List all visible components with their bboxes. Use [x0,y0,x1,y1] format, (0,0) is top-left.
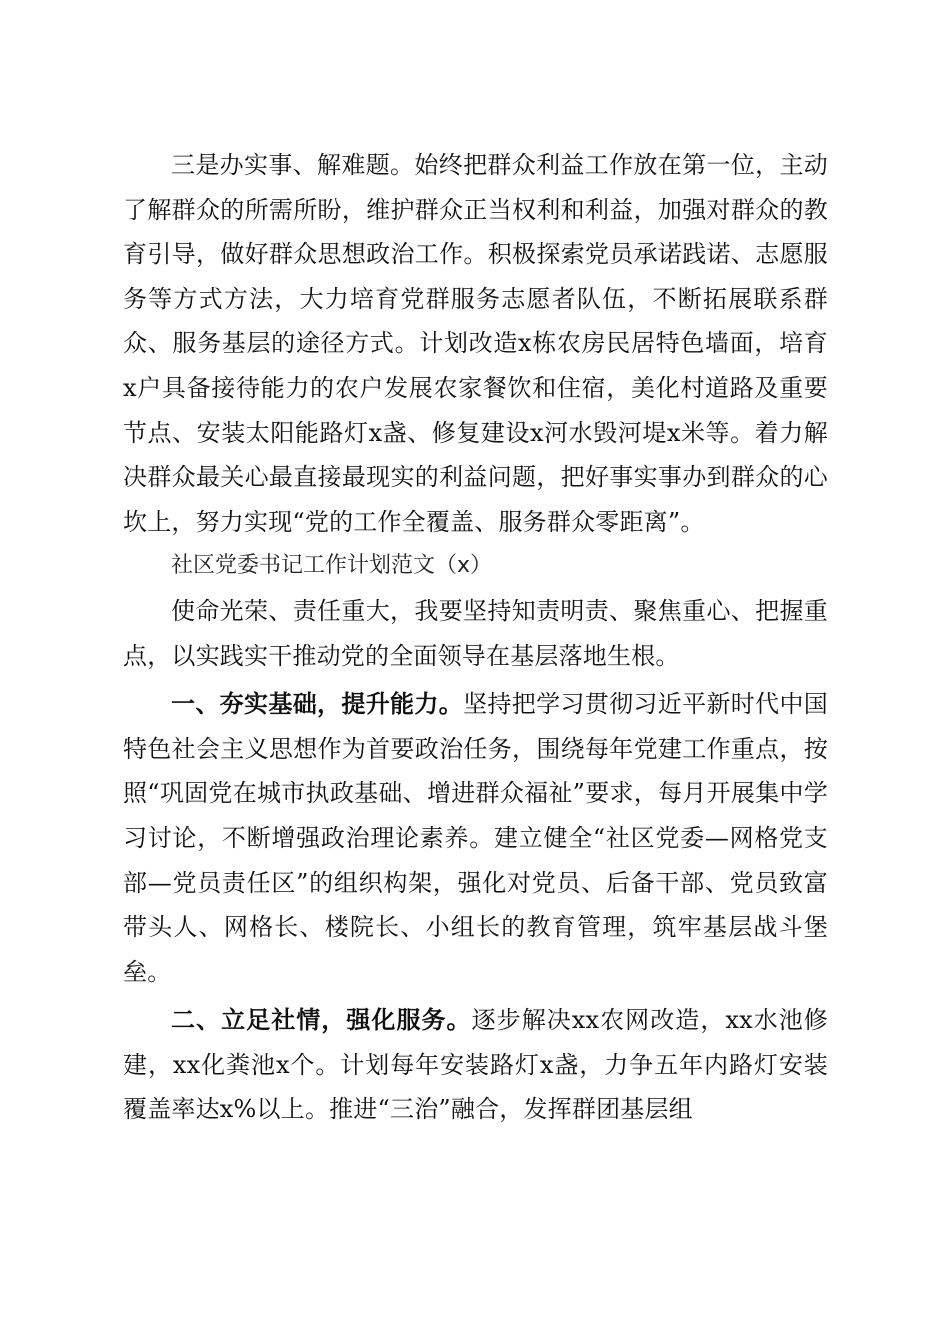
paragraph-three [123,143,828,544]
item-two-body: 逐步解决xx农网改造，xx水池修建，xx化粪池x个。计划每年安装路灯x盏，力争五年内路灯安装覆盖率达x%以上。推进“三治”融合，发挥群团基层组 [123,1006,828,1124]
item-one-paragraph [123,682,828,994]
item-one-heading: 一、夯实基础，提升能力。 [171,690,464,719]
paragraph-three-lead: 三是办实事、解难题。 [171,151,415,179]
item-two-paragraph [123,998,828,1132]
document-body [123,143,828,1132]
intro-paragraph: 使命光荣、责任重大，我要坚持知责明责、聚焦重心、把握重点，以实践实干推动党的全面领导在基层落地生根。 [123,596,828,670]
paragraph-three-body: 始终把群众利益工作放在第一位，主动了解群众的所需所盼，维护群众正当权利和利益，加强对群众的教育引导，做好群众思想政治工作。积极探索党员承诺践诺、志愿服务等方式方法，大力培育党群服务志愿者队伍，不断拓展联系群众、服务基层的途径方式。计划改造x栋农房民居特色墙面，培育x户具备接待能力的农户发展农家餐饮和住宿，美化村道路及重要节点、安装太阳能路灯x盏、修复建设x河水毁河堤x米等。着力解决群众最关心最直接最现实的利益问题，把好事实事办到群众的心坎上，努力实现“党的工作全覆盖、服务群众零距离”。 [123,151,829,536]
section-title: 社区党委书记工作计划范文（x） [171,553,493,579]
item-one-body: 坚持把学习贯彻习近平新时代中国特色社会主义思想作为首要政治任务，围绕每年党建工作重点，按照“巩固党在城市执政基础、增进群众福祉”要求，每月开展集中学习讨论，不断增强政治理论素养。建立健全“社区党委—网格党支部—党员责任区”的组织构架，强化对党员、后备干部、党员致富带头人、网格长、楼院长、小组长的教育管理，筑牢基层战斗堡垒。 [123,690,828,986]
item-two-heading: 二、立足社情，强化服务。 [171,1006,472,1035]
